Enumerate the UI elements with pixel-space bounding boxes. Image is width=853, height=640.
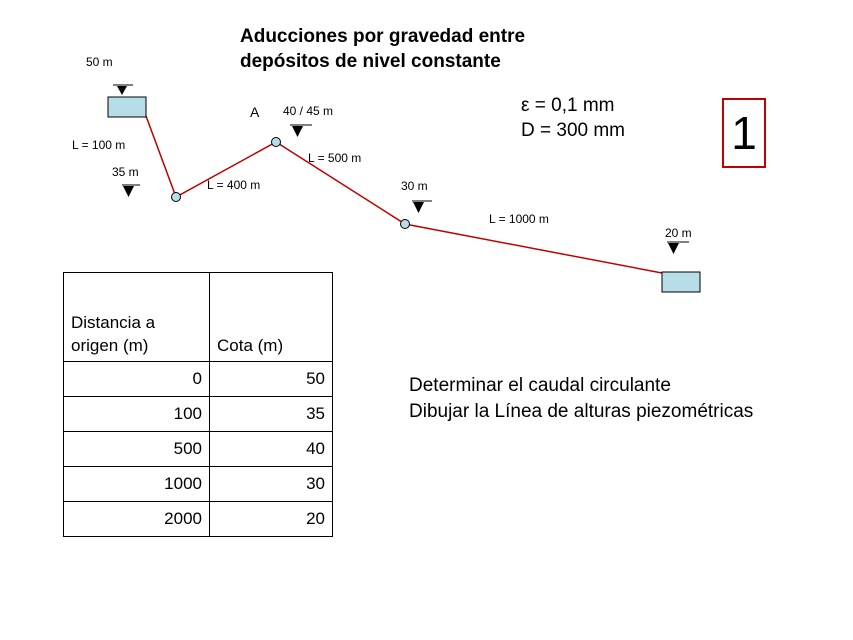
title-line-1: Aducciones por gravedad entre xyxy=(240,26,526,47)
table-header-row xyxy=(64,273,333,362)
roughness-label: ε = 0,1 mm xyxy=(521,95,615,116)
segment-label-1: L = 100 m xyxy=(72,138,126,152)
node-1 xyxy=(172,193,181,202)
level-marker-node-3 xyxy=(412,201,432,213)
segment-label-3: L = 500 m xyxy=(308,151,362,165)
header-elevation: Cota (m) xyxy=(210,273,333,362)
diameter-label: D = 300 mm xyxy=(521,120,626,141)
level-marker-end xyxy=(667,242,689,254)
header-distance-line-1: Distancia a xyxy=(71,313,156,332)
cell-elevation: 20 xyxy=(210,502,333,537)
cell-distance: 2000 xyxy=(64,502,210,537)
level-label-node-1: 35 m xyxy=(112,165,139,179)
level-marker-node-a xyxy=(290,125,312,137)
elevation-table xyxy=(63,272,333,537)
cell-elevation: 30 xyxy=(210,467,333,502)
cell-distance: 0 xyxy=(64,362,210,397)
pipeline-diagram xyxy=(0,0,853,300)
cell-distance: 100 xyxy=(64,397,210,432)
header-distance xyxy=(64,273,210,362)
cell-elevation: 40 xyxy=(210,432,333,467)
table-row xyxy=(64,502,333,537)
table-row xyxy=(64,467,333,502)
segment-label-4: L = 1000 m xyxy=(489,212,549,226)
level-marker-node-1 xyxy=(122,185,140,197)
task-line-2: Dibujar la Línea de alturas piezométricas xyxy=(409,401,754,422)
cell-distance: 1000 xyxy=(64,467,210,502)
header-distance-line-2: origen (m) xyxy=(71,336,149,355)
task-statements xyxy=(409,373,753,425)
table-row xyxy=(64,397,333,432)
node-a-label: A xyxy=(250,104,260,120)
segment-label-2: L = 400 m xyxy=(207,178,261,192)
reservoir-start xyxy=(108,97,146,117)
node-a xyxy=(272,138,281,147)
pipeline xyxy=(146,116,662,273)
level-label-end: 20 m xyxy=(665,226,692,240)
cell-distance: 500 xyxy=(64,432,210,467)
problem-number-box: 1 xyxy=(722,98,766,168)
title-line-2: depósitos de nivel constante xyxy=(240,51,501,72)
level-label-node-a: 40 / 45 m xyxy=(283,104,334,118)
node-3 xyxy=(401,220,410,229)
level-label-start: 50 m xyxy=(86,55,113,69)
level-label-node-3: 30 m xyxy=(401,179,428,193)
task-line-1: Determinar el caudal circulante xyxy=(409,375,671,396)
cell-elevation: 50 xyxy=(210,362,333,397)
cell-elevation: 35 xyxy=(210,397,333,432)
reservoir-end xyxy=(662,272,700,292)
table-row xyxy=(64,432,333,467)
table-row xyxy=(64,362,333,397)
level-marker-start xyxy=(113,85,133,95)
